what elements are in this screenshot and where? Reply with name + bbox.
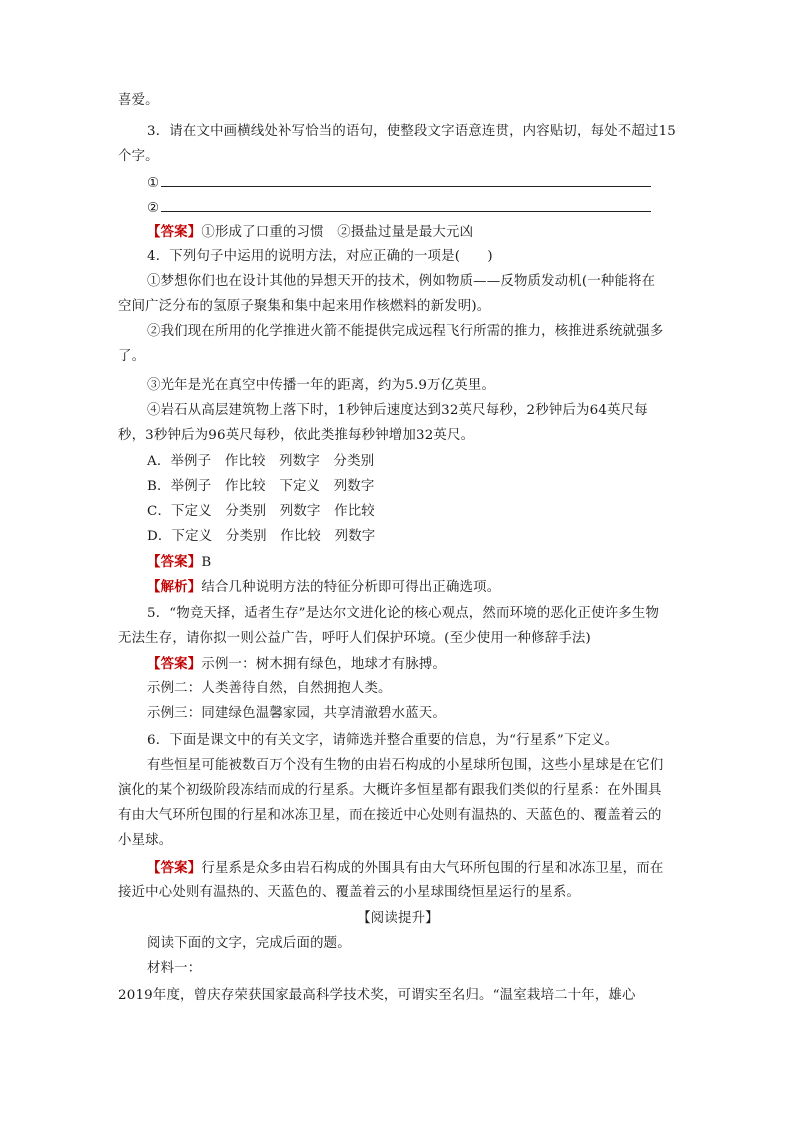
text-line: 示例三：同建绿色温馨家园，共享清澈碧水蓝天。 [147,706,446,721]
answer-line [147,655,678,674]
blank-number: ① [147,176,160,191]
section-heading: 【阅读提升】 [357,911,439,926]
text-line: 2019年度，曾庆存荣获国家最高科学技术奖，可谓实至名归。“温室栽培二十年，雄心 [118,988,636,1003]
answer-label: 【答案】 [147,656,202,672]
text-line: 接近中心处则有温热的、天蓝色的、覆盖着云的小星球围绕恒星运行的星系。 [118,885,581,900]
question-5: 5．“物竞天择，适者生存”是达尔文进化论的核心观点，然而环境的恶化正使许多生物 [147,606,660,621]
question-3: 3．请在文中画横线处补写恰当的语句，使整段文字语意连贯，内容贴切，每处不超过15 [147,124,677,139]
answer-blank-1 [147,173,678,193]
option-d: D．下定义 分类别 作比较 列数字 [147,529,376,544]
text-line: 演化的某个初级阶段冻结而成的行星系。大概许多恒星都有跟我们类似的行星系：在外围具 [118,783,662,798]
answer-text: ①形成了口重的习惯 ②摄盐过量是最大元凶 [201,225,474,240]
answer-line [147,553,678,572]
answer-line [147,223,678,242]
text-line: 了。 [118,349,146,364]
text-line: ①梦想你们也在设计其他的异想天开的技术，例如物质——反物质发动机(一种能将在 [147,274,656,289]
blank-number: ② [147,201,160,216]
answer-label: 【答案】 [147,224,202,240]
answer-blank-2 [147,198,678,218]
analysis-label: 【解析】 [147,579,202,595]
answer-line [147,859,678,878]
text-line: 有些恒星可能被数百万个没有生物的由岩石构成的小星球所包围，这些小星球是在它们 [147,758,664,773]
text-line: 示例二：人类善待自然，自然拥抱人类。 [147,681,392,696]
text-line: 材料一： [147,961,202,976]
text-line: 喜爱。 [118,93,159,108]
option-c: C．下定义 分类别 列数字 作比较 [147,504,375,519]
answer-label: 【答案】 [147,554,202,570]
analysis-line [147,578,678,597]
fill-in-line [161,173,651,187]
text-line: 个字。 [118,149,159,164]
text-line: ③光年是光在真空中传播一年的距离，约为5.9万亿英里。 [147,378,496,393]
question-4: 4．下列句子中运用的说明方法，对应正确的一项是( ) [147,249,493,264]
answer-text: 示例一：树木拥有绿色，地球才有脉搏。 [201,657,447,672]
text-line: 空间广泛分布的氢原子聚集和集中起来用作核燃料的新发明)。 [118,299,491,314]
fill-in-line [161,198,651,212]
answer-text: B [201,555,212,570]
text-line: ④岩石从高层建筑物上落下时，1秒钟后速度达到32英尺每秒，2秒钟后为64英尺每 [147,403,648,418]
answer-text: 行星系是众多由岩石构成的外围具有由大气环所包围的行星和冰冻卫星，而在 [201,861,664,876]
text-line: 无法生存，请你拟一则公益广告，呼吁人们保护环境。(至少使用一种修辞手法) [118,631,591,646]
analysis-text: 结合几种说明方法的特征分析即可得出正确选项。 [201,580,501,595]
text-line: 阅读下面的文字，完成后面的题。 [147,936,351,951]
option-a: A．举例子 作比较 列数字 分类别 [147,454,375,469]
answer-label: 【答案】 [147,860,202,876]
question-6: 6．下面是课文中的有关文字，请筛选并整合重要的信息，为“行星系”下定义。 [147,733,619,748]
option-b: B．举例子 作比较 下定义 列数字 [147,479,375,494]
text-line: 秒，3秒钟后为96英尺每秒，依此类推每秒钟增加32英尺。 [118,428,475,443]
text-line: ②我们现在所用的化学推进火箭不能提供完成远程飞行所需的推力，核推进系统就强多 [147,324,664,339]
text-line: 有由大气环所包围的行星和冰冻卫星，而在接近中心处则有温热的、天蓝色的、覆盖着云的 [118,808,662,823]
text-line: 小星球。 [118,833,173,848]
